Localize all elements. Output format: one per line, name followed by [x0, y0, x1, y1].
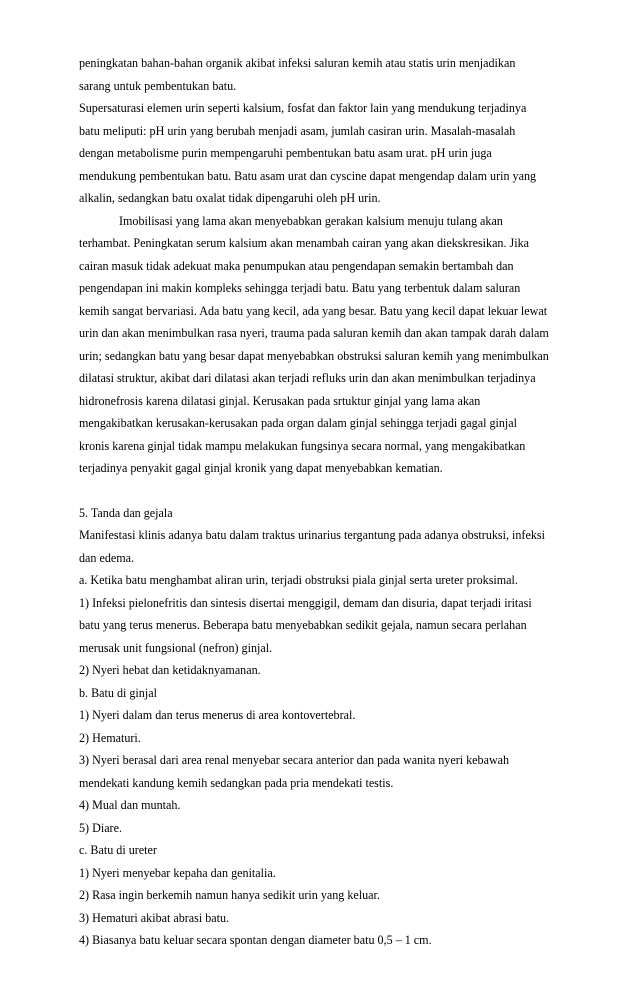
- list-line: c. Batu di ureter: [79, 843, 157, 857]
- list-line: 1) Infeksi pielonefritis dan sintesis disertai menggigil, demam dan disuria, dapat terjadi iritasi: [79, 595, 532, 610]
- text-line: Manifestasi klinis adanya batu dalam traktus urinarius tergantung pada adanya obstruksi, infeksi: [79, 528, 545, 542]
- text-line: terhambat. Peningkatan serum kalsium akan menambah cairan yang akan diekskresikan. Jika: [79, 236, 530, 250]
- list-line: 1) Nyeri menyebar kepaha dan genitalia.: [79, 865, 276, 880]
- list-line: 5) Diare.: [79, 820, 122, 835]
- section-heading: 5. Tanda dan gejala: [79, 505, 173, 520]
- list-line: 4) Biasanya batu keluar secara spontan dengan diameter batu 0,5 – 1 cm.: [79, 933, 432, 947]
- list-line: batu yang terus menerus. Beberapa batu menyebabkan sedikit gejala, namun secara perlahan: [79, 618, 527, 632]
- paragraph-supersaturasi: [79, 52, 584, 210]
- text-line: alkalin, sedangkan batu oxalat tidak dipengaruhi oleh pH urin.: [79, 191, 381, 205]
- list-line: 2) Hematuri.: [79, 730, 141, 745]
- section-tanda-gejala: [79, 502, 584, 952]
- text-line: kronis karena ginjal tidak mampu melakukan fungsinya secara normal, yang mengakibatkan: [79, 438, 526, 453]
- text-line: sarang untuk pembentukan batu.: [79, 78, 237, 93]
- text-line: urin; sedangkan batu yang besar dapat menyebabkan obstruksi saluran kemih yang menimbulkan: [79, 348, 549, 363]
- list-line: 3) Nyeri berasal dari area renal menyebar secara anterior dan pada wanita nyeri kebawah: [79, 753, 510, 767]
- text-line: pengendapan ini makin kompleks sehingga terjadi batu. Batu yang terbentuk dalam saluran: [79, 281, 521, 295]
- text-line: terjadinya penyakit gagal ginjal kronik yang dapat menyebabkan kematian.: [79, 461, 443, 475]
- text-line: urin dan akan menimbulkan rasa nyeri, trauma pada saluran kemih dan akan tampak darah dalam: [79, 326, 549, 340]
- list-line: 1) Nyeri dalam dan terus menerus di area kontovertebral.: [79, 708, 356, 722]
- text-line: batu meliputi: pH urin yang berubah menjadi asam, jumlah casiran urin. Masalah-masalah: [79, 123, 516, 138]
- document-page: [79, 52, 584, 952]
- list-line: b. Batu di ginjal: [79, 685, 157, 700]
- text-line: dilatasi struktur, akibat dari dilatasi akan terjadi refluks urin dan akan menimbulkan terjadinya: [79, 371, 536, 385]
- text-line: dan edema.: [79, 550, 135, 565]
- paragraph-gap: [79, 480, 584, 502]
- text-line: kemih sangat bervariasi. Ada batu yang kecil, ada yang besar. Batu yang kecil dapat lekuar lewat: [79, 303, 548, 318]
- list-line: merusak unit fungsional (nefron) ginjal.: [79, 640, 273, 655]
- paragraph-imobilisasi: [79, 210, 584, 480]
- list-line: mendekati kandung kemih sedangkan pada pria mendekati testis.: [79, 775, 394, 790]
- text-line: mendukung pembentukan batu. Batu asam urat dan cyscine dapat mengendap dalam urin yang: [79, 168, 537, 183]
- text-line: hidronefrosis karena dilatasi ginjal. Kerusakan pada srtuktur ginjal yang lama akan: [79, 393, 481, 408]
- text-line: peningkatan bahan-bahan organik akibat infeksi saluran kemih atau statis urin menjadikan: [79, 56, 516, 70]
- text-line: dengan metabolisme purin mempengaruhi pembentukan batu asam urat. pH urin juga: [79, 146, 492, 160]
- list-line: 2) Nyeri hebat dan ketidaknyamanan.: [79, 663, 261, 677]
- text-line-indented: Imobilisasi yang lama akan menyebabkan gerakan kalsium menuju tulang akan: [119, 213, 503, 228]
- text-line: cairan masuk tidak adekuat maka penumpukan atau pengendapan semakin bertambah dan: [79, 258, 514, 273]
- text-line: Supersaturasi elemen urin seperti kalsium, fosfat dan faktor lain yang mendukung terjadinya: [79, 101, 527, 115]
- text-line: mengakibatkan kerusakan-kerusakan pada organ dalam ginjal sehingga terjadi gagal ginjal: [79, 416, 518, 430]
- list-line: a. Ketika batu menghambat aliran urin, terjadi obstruksi piala ginjal serta ureter proksimal.: [79, 573, 518, 587]
- list-line: 2) Rasa ingin berkemih namun hanya sedikit urin yang keluar.: [79, 888, 380, 902]
- list-line: 4) Mual dan muntah.: [79, 798, 181, 812]
- list-line: 3) Hematuri akibat abrasi batu.: [79, 910, 230, 925]
